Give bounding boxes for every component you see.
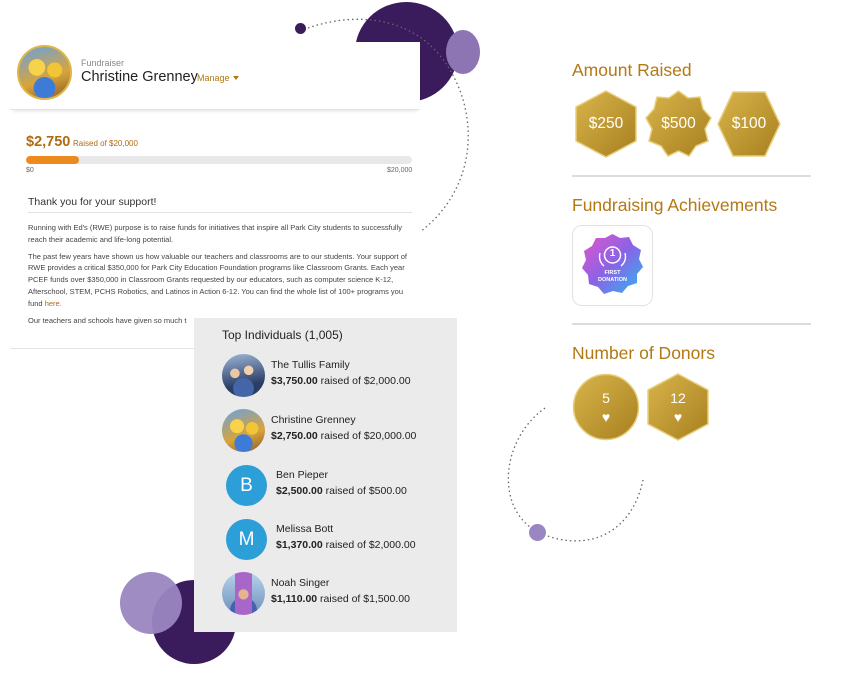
progress-fill — [26, 156, 79, 164]
person-name: The Tullis Family — [271, 359, 350, 371]
amount-badge-100 — [717, 90, 781, 158]
person-goal: raised of $20,000.00 — [317, 430, 417, 442]
achievements-title: Fundraising Achievements — [572, 195, 778, 215]
fundraiser-header — [10, 42, 420, 110]
fundraiser-avatar[interactable] — [17, 45, 72, 100]
list-item[interactable] — [222, 518, 452, 562]
person-raised: $1,370.00 — [276, 539, 323, 551]
list-item[interactable] — [222, 409, 452, 453]
person-goal: raised of $2,000.00 — [322, 539, 416, 551]
amount-badge-500 — [645, 90, 712, 158]
amount-badge-250 — [573, 90, 639, 158]
amount-badge-label: $500 — [661, 115, 696, 132]
fundraiser-card — [10, 42, 420, 350]
donor-badge-label: 5 — [602, 390, 610, 406]
first-donation-number: 1 — [609, 248, 616, 259]
story-paragraph-3: Our teachers and schools have given so much t — [28, 315, 187, 325]
story-paragraph-2-text: The past few years have shown us how valuable our teachers and classrooms are to our students. Your support of RWE provides a critical $350,000 for Park City Education Foundation programs like Classroom Grants. Each year PCEF funds over $350,000 in Classroom Grants requested by our educators, such as computer science K-12, Afterschool, STEM, PCHS Robotics, and Latinos in Action 6-12. You can find the whole list of 100+ programs you fund — [28, 251, 407, 308]
first-donation-line1: FIRST — [604, 270, 621, 276]
manage-dropdown[interactable]: Manage — [197, 73, 239, 83]
fundraiser-role-label: Fundraiser — [81, 58, 125, 68]
story-paragraph-1: Running with Ed's (RWE) purpose is to raise funds for initiatives that inspire all Park City students to successfully reach their academic and life-long potential. — [28, 223, 402, 244]
person-name: Melissa Bott — [276, 523, 334, 535]
person-goal: raised of $500.00 — [322, 485, 407, 497]
decor-circle-light-bottom — [120, 572, 182, 634]
heart-icon: ♥ — [673, 409, 683, 425]
story-paragraph-2 — [28, 251, 410, 310]
avatar: M — [226, 519, 267, 560]
amount-raised-title: Amount Raised — [572, 60, 692, 80]
story-heading: Thank you for your support! — [28, 196, 157, 208]
donor-badge-label: 12 — [670, 390, 686, 406]
person-name: Ben Pieper — [276, 469, 328, 481]
first-donation-line2: DONATION — [598, 277, 627, 283]
person-raised: $1,110.00 — [271, 593, 318, 605]
list-item[interactable] — [222, 572, 452, 616]
person-amount — [271, 593, 410, 605]
raised-goal: Raised of $20,000 — [73, 139, 138, 148]
person-goal: raised of $2,000.00 — [317, 375, 411, 387]
person-raised: $2,500.00 — [276, 485, 323, 497]
raised-amount: $2,750 — [26, 134, 71, 150]
person-amount — [276, 485, 407, 497]
fundraiser-name[interactable]: Christine Grenney — [81, 69, 198, 85]
progress-min-label: $0 — [26, 167, 34, 174]
person-amount — [271, 430, 416, 442]
top-individuals-panel — [194, 318, 457, 632]
donor-badge-5 — [572, 373, 640, 441]
progress-bar — [26, 156, 412, 164]
donors-title: Number of Donors — [572, 343, 715, 363]
story-divider — [28, 212, 412, 213]
story-body — [28, 222, 410, 331]
person-name: Noah Singer — [271, 577, 330, 589]
top-individuals-title: Top Individuals (1,005) — [222, 328, 343, 342]
person-amount — [276, 539, 416, 551]
avatar — [222, 354, 265, 397]
person-raised: $3,750.00 — [271, 375, 318, 387]
person-name: Christine Grenney — [271, 414, 356, 426]
first-donation-badge-icon — [572, 225, 653, 306]
list-item[interactable] — [222, 464, 452, 508]
avatar: B — [226, 465, 267, 506]
progress-max-label: $20,000 — [387, 167, 413, 174]
programs-link[interactable]: here. — [44, 298, 62, 308]
card-bottom-border — [10, 348, 200, 349]
section-divider — [572, 323, 811, 325]
donor-badge-12 — [646, 373, 710, 441]
heart-icon: ♥ — [601, 409, 611, 425]
list-item[interactable] — [222, 354, 452, 398]
decor-dot-right — [529, 524, 546, 541]
avatar — [222, 572, 265, 615]
amount-badge-label: $250 — [588, 115, 624, 132]
first-donation-badge[interactable] — [572, 225, 653, 306]
avatar — [222, 409, 265, 452]
person-goal: raised of $1,500.00 — [317, 593, 410, 605]
person-raised: $2,750.00 — [271, 430, 318, 442]
section-divider — [572, 175, 811, 177]
amount-badge-label: $100 — [731, 115, 767, 132]
person-amount — [271, 375, 411, 387]
